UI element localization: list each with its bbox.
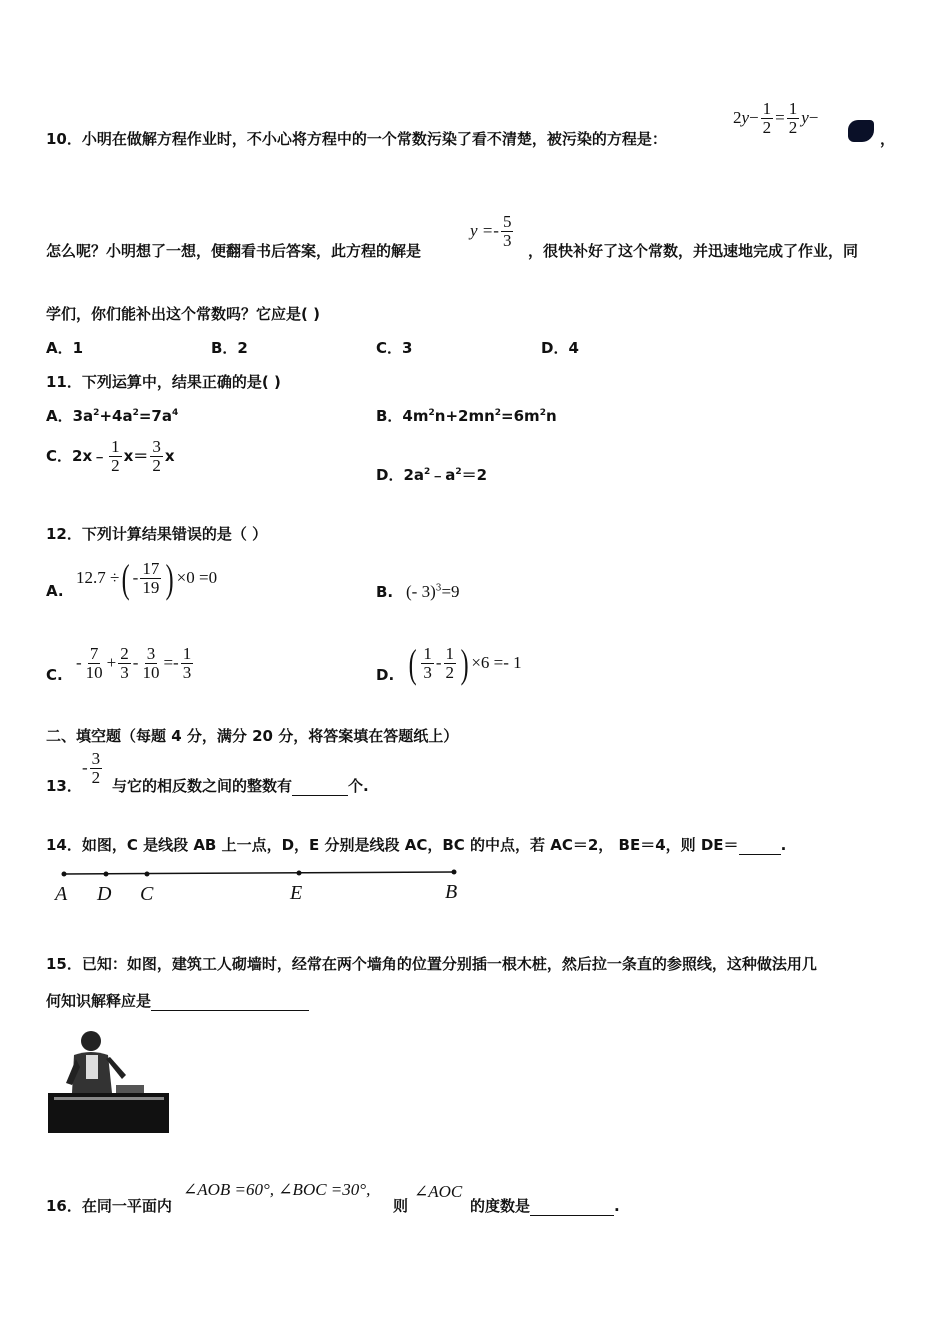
eq-equals: = xyxy=(775,107,785,127)
q10-line1: 10．小明在做解方程作业时，不小心将方程中的一个常数污染了看不清楚，被污染的方程是： xyxy=(46,130,667,148)
label-c: C xyxy=(140,883,154,905)
q10-comma: ， xyxy=(880,130,896,148)
point-c xyxy=(145,872,150,877)
q15-answer-blank[interactable] xyxy=(151,1010,309,1011)
eq-var: y xyxy=(741,107,750,127)
q12-option-a-label[interactable]: A. xyxy=(46,582,64,600)
q14-text: 14．如图，C 是线段 AB 上一点，D，E 分别是线段 AC，BC 的中点，若 AC＝2， BE＝4，则 DE＝ . xyxy=(46,836,787,854)
q12-option-c-label[interactable]: C. xyxy=(46,666,63,684)
q11-option-b[interactable]: B．$4m^2n+2mn^2=6m^2n$ xyxy=(376,407,557,425)
eq-coef: 2 xyxy=(733,107,742,127)
label-e: E xyxy=(290,882,303,904)
q10-option-a[interactable]: A．1 xyxy=(46,339,84,357)
q12-stem: 12．下列计算结果错误的是（ ） xyxy=(46,525,268,543)
point-d xyxy=(104,872,109,877)
q10-option-d[interactable]: D．4 xyxy=(541,339,579,357)
q10-equation xyxy=(733,100,818,137)
q12-option-c-expr: - $\frac{7}{10}$ + $\frac{2}{3}$ - $\frac{3}{10}$ =- $\frac{1}{3}$ xyxy=(76,644,192,682)
q13-answer-blank[interactable] xyxy=(292,795,348,796)
segment-line xyxy=(64,872,454,874)
q11-stem: 11．下列运算中，结果正确的是( ) xyxy=(46,373,281,391)
q15-line1: 15．已知：如图，建筑工人砌墙时，经常在两个墙角的位置分别插一根木桩，然后拉一条直的参照线，这种做法用几 xyxy=(46,955,817,973)
label-b: B xyxy=(445,881,458,903)
label-a: A xyxy=(55,883,68,905)
q11-option-c[interactable]: C．2x﹣ $\frac{1}{2}$ x＝ $\frac{3}{2}$ x xyxy=(46,437,175,475)
q12-option-d-expr: ( $\frac{1}{3}$ - $\frac{1}{2}$ ) ×6 =- 1 xyxy=(408,641,522,686)
bricklayer-illustration xyxy=(46,1025,171,1135)
q11-option-a[interactable]: A．$3a^2+4a^2=7a^4$ xyxy=(46,407,179,425)
q13-text: 与它的相反数之间的整数有 个. xyxy=(112,777,369,795)
q16-angle: ∠AOC xyxy=(414,1182,463,1201)
q16-condition: ∠AOB =60°, ∠BOC =30°, xyxy=(183,1180,371,1199)
q16-then: 则 xyxy=(393,1197,409,1215)
section-2-heading: 二、填空题（每题 4 分，满分 20 分，将答案填在答题纸上） xyxy=(46,727,459,745)
q12-option-b-label[interactable]: B. xyxy=(376,583,394,601)
eq-var-2: y xyxy=(801,107,809,127)
q11-option-d[interactable]: D．$2a^2﹣a^2=2$ xyxy=(376,466,488,484)
q10-option-b[interactable]: B．2 xyxy=(211,339,248,357)
point-b xyxy=(452,870,457,875)
point-a xyxy=(62,872,67,877)
q10-option-c[interactable]: C．3 xyxy=(376,339,413,357)
label-d: D xyxy=(97,883,112,905)
eq-minus-2: − xyxy=(808,107,819,127)
q16-answer-blank[interactable] xyxy=(530,1215,614,1216)
q12-option-b-expr: (- 3)$^3$=9 xyxy=(406,582,460,601)
q10-solution: y =- $\frac{5}{3}$ xyxy=(470,212,512,250)
eq-frac-1: $\frac{1}{2}$ xyxy=(762,99,772,137)
q12-option-a-expr: 12.7 ÷( - $\frac{17}{19}$ ) ×0 =0 xyxy=(76,556,218,601)
segment-ab-diagram xyxy=(56,866,466,880)
q12-option-d-label[interactable]: D. xyxy=(376,666,395,684)
q10-line2: 怎么呢？小明想了一想，便翻看书后答案，此方程的解是 xyxy=(46,242,422,260)
eq-frac-2: $\frac{1}{2}$ xyxy=(788,99,798,137)
eq-minus: − xyxy=(749,107,759,127)
ink-blot-icon xyxy=(848,120,874,142)
q16-text: 的度数是 . xyxy=(470,1197,620,1215)
q16-prefix: 16．在同一平面内 xyxy=(46,1197,172,1215)
q13-fraction: - $\frac{3}{2}$ xyxy=(82,749,101,787)
q13-number: 13． xyxy=(46,777,82,795)
q15-line2: 何知识解释应是 xyxy=(46,990,309,1011)
point-e xyxy=(297,871,302,876)
q10-line2b: ，很快补好了这个常数，并迅速地完成了作业，同 xyxy=(528,242,859,260)
q10-line3: 学们，你们能补出这个常数吗？它应是( ) xyxy=(46,305,320,323)
q14-answer-blank[interactable] xyxy=(739,854,781,855)
